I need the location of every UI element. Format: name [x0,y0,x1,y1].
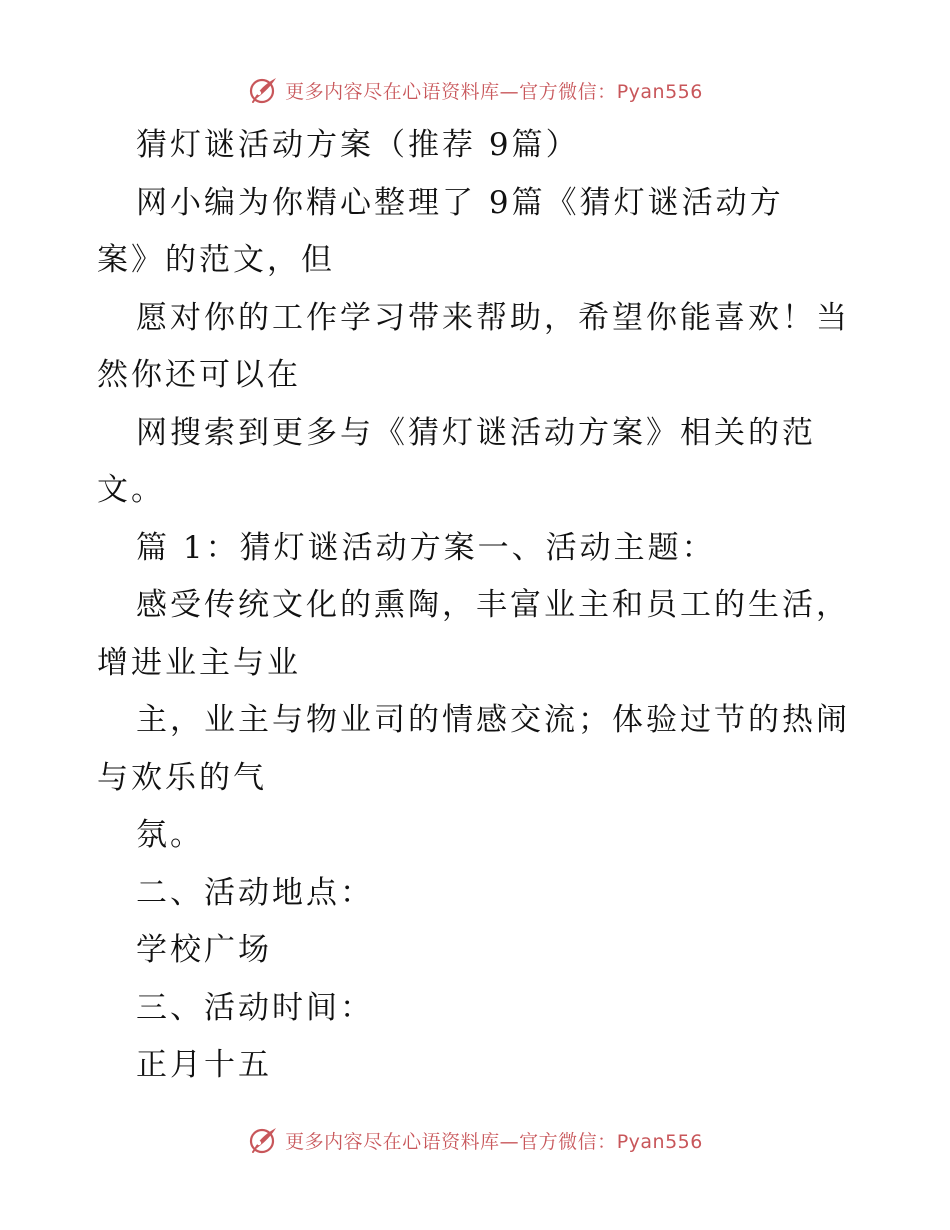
banner-wechat-label: 官方微信： [519,1130,617,1153]
banner-wechat-id: Pyan556 [616,1130,703,1153]
paragraph-line: 案》的范文，但 [97,242,335,278]
footer-banner-text [285,1127,703,1154]
section-heading: 三、活动时间： [136,989,374,1026]
paragraph-line: 主，业主与物业司的情感交流；体验过节的热闹 [136,702,850,738]
header-banner [0,70,950,110]
paragraph-line: 文。 [97,472,165,508]
quill-logo-icon [247,1124,279,1156]
paragraph-line: 氛。 [136,817,204,853]
paragraph-line: 网搜索到更多与《猜灯谜活动方案》相关的范 [136,414,816,451]
banner-wechat-id: Pyan556 [616,80,703,103]
doc-title: 猜灯谜活动方案（推荐 9篇） [136,127,580,163]
banner-separator: — [499,1130,520,1153]
paragraph-line: 感受传统文化的熏陶，丰富业主和员工的生活， [136,587,850,623]
paragraph-line: 网小编为你精心整理了 9篇《猜灯谜活动方 [136,184,784,221]
paragraph-line: 学校广场 [136,932,272,968]
section-heading: 二、活动地点： [136,874,374,911]
header-banner-text [285,77,703,104]
paragraph-line: 正月十五 [136,1047,272,1083]
paragraph-line: 愿对你的工作学习带来帮助，希望你能喜欢！当 [136,299,850,336]
footer-banner [0,1120,950,1160]
banner-separator: — [499,80,520,103]
quill-logo-icon [247,74,279,106]
paragraph-line: 增进业主与业 [97,644,301,681]
paragraph-line: 与欢乐的气 [97,759,267,796]
document-body [97,117,857,1095]
banner-slogan: 更多内容尽在心语资料库 [285,1130,500,1153]
banner-wechat-label: 官方微信： [519,80,617,103]
section-heading: 篇 1：猜灯谜活动方案一、活动主题： [136,529,716,566]
banner-slogan: 更多内容尽在心语资料库 [285,80,500,103]
paragraph-line: 然你还可以在 [97,357,301,393]
